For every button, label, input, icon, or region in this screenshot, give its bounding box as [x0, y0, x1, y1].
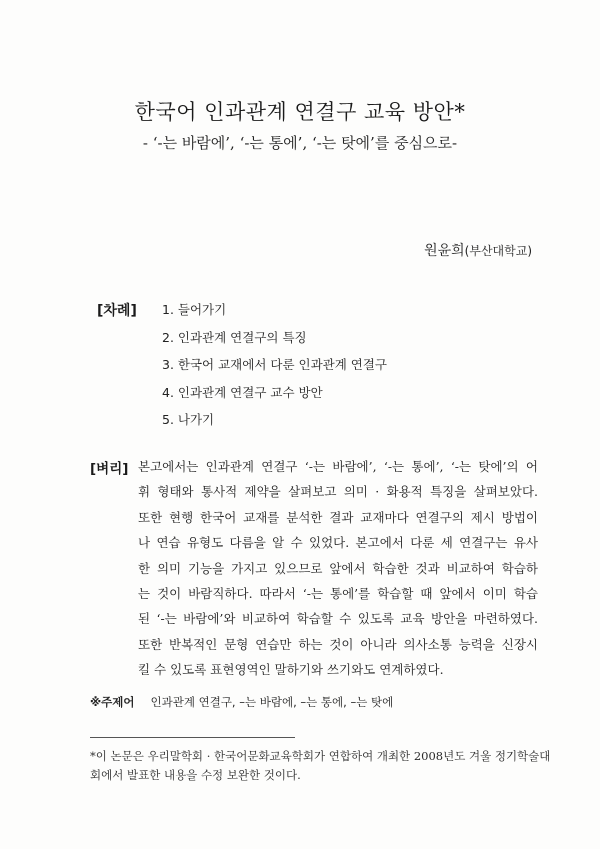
abstract-line: 킬 수 있도록 표현영역인 말하기와 쓰기와도 연계하였다.	[138, 662, 444, 678]
footnote	[90, 747, 551, 785]
toc-item: 2. 인과관계 연결구의 특징	[162, 329, 307, 345]
abstract-line: 된 ‘-는 바람에’와 비교하여 학습할 수 있도록 교육 방안을 마련하였다.	[138, 611, 538, 627]
abstract-line: 휘 형태와 통사적 제약을 살펴보고 의미 · 화용적 특징을 살펴보았다.	[138, 484, 538, 500]
keywords	[90, 694, 393, 710]
toc-item: 3. 한국어 교재에서 다룬 인과관계 연결구	[162, 357, 387, 372]
footnote-divider	[90, 737, 295, 738]
footnote-line: *이 논문은 우리말학회 · 한국어문화교육학회가 연합하여 개최한 2008년도 겨울 정기학술대	[90, 749, 551, 763]
abstract-line: 본고에서는 인과관계 연결구 ‘-는 바람에’, ‘-는 통에’, ‘-는 탓에’의 어	[138, 459, 538, 474]
author-affiliation: (부산대학교)	[464, 244, 532, 258]
author-line	[424, 240, 532, 260]
paper-title: 한국어 인과관계 연결구 교육 방안*	[134, 100, 466, 124]
toc-label: [차례]	[97, 303, 137, 319]
keywords-text: 인과관계 연결구, –는 바람에, –는 통에, –는 탓에	[150, 695, 394, 709]
abstract-label: [벼리]	[90, 461, 129, 477]
footnote-line: 회에서 발표한 내용을 수정 보완한 것이다.	[90, 768, 301, 782]
keywords-label: ※주제어	[90, 695, 135, 709]
abstract-line: 또한 반복적인 문형 연습만 하는 것이 아니라 의사소통 능력을 신장시	[138, 636, 538, 652]
author-name: 원윤희	[424, 243, 465, 259]
toc-item: 4. 인과관계 연결구 교수 방안	[162, 384, 323, 400]
abstract-line: 또한 현행 한국어 교재를 분석한 결과 교재마다 연결구의 제시 방법이	[138, 509, 538, 525]
toc-item: 5. 나가기	[162, 412, 215, 427]
toc-item: 1. 들어가기	[162, 302, 227, 317]
abstract-body	[138, 454, 538, 683]
paper-subtitle: - ‘-는 바람에’, ‘-는 통에’, ‘-는 탓에’를 중심으로-	[142, 134, 458, 152]
table-of-contents	[162, 300, 387, 438]
abstract-line: 한 의미 기능을 가지고 있으므로 앞에서 학습한 것과 비교하여 학습하	[138, 560, 538, 576]
abstract-line: 나 연습 유형도 다름을 알 수 있었다. 본고에서 다룬 세 연결구는 유사	[138, 535, 538, 551]
abstract-line: 는 것이 바람직하다. 따라서 ‘-는 통에’를 학습할 때 앞에서 이미 학습	[138, 586, 538, 602]
